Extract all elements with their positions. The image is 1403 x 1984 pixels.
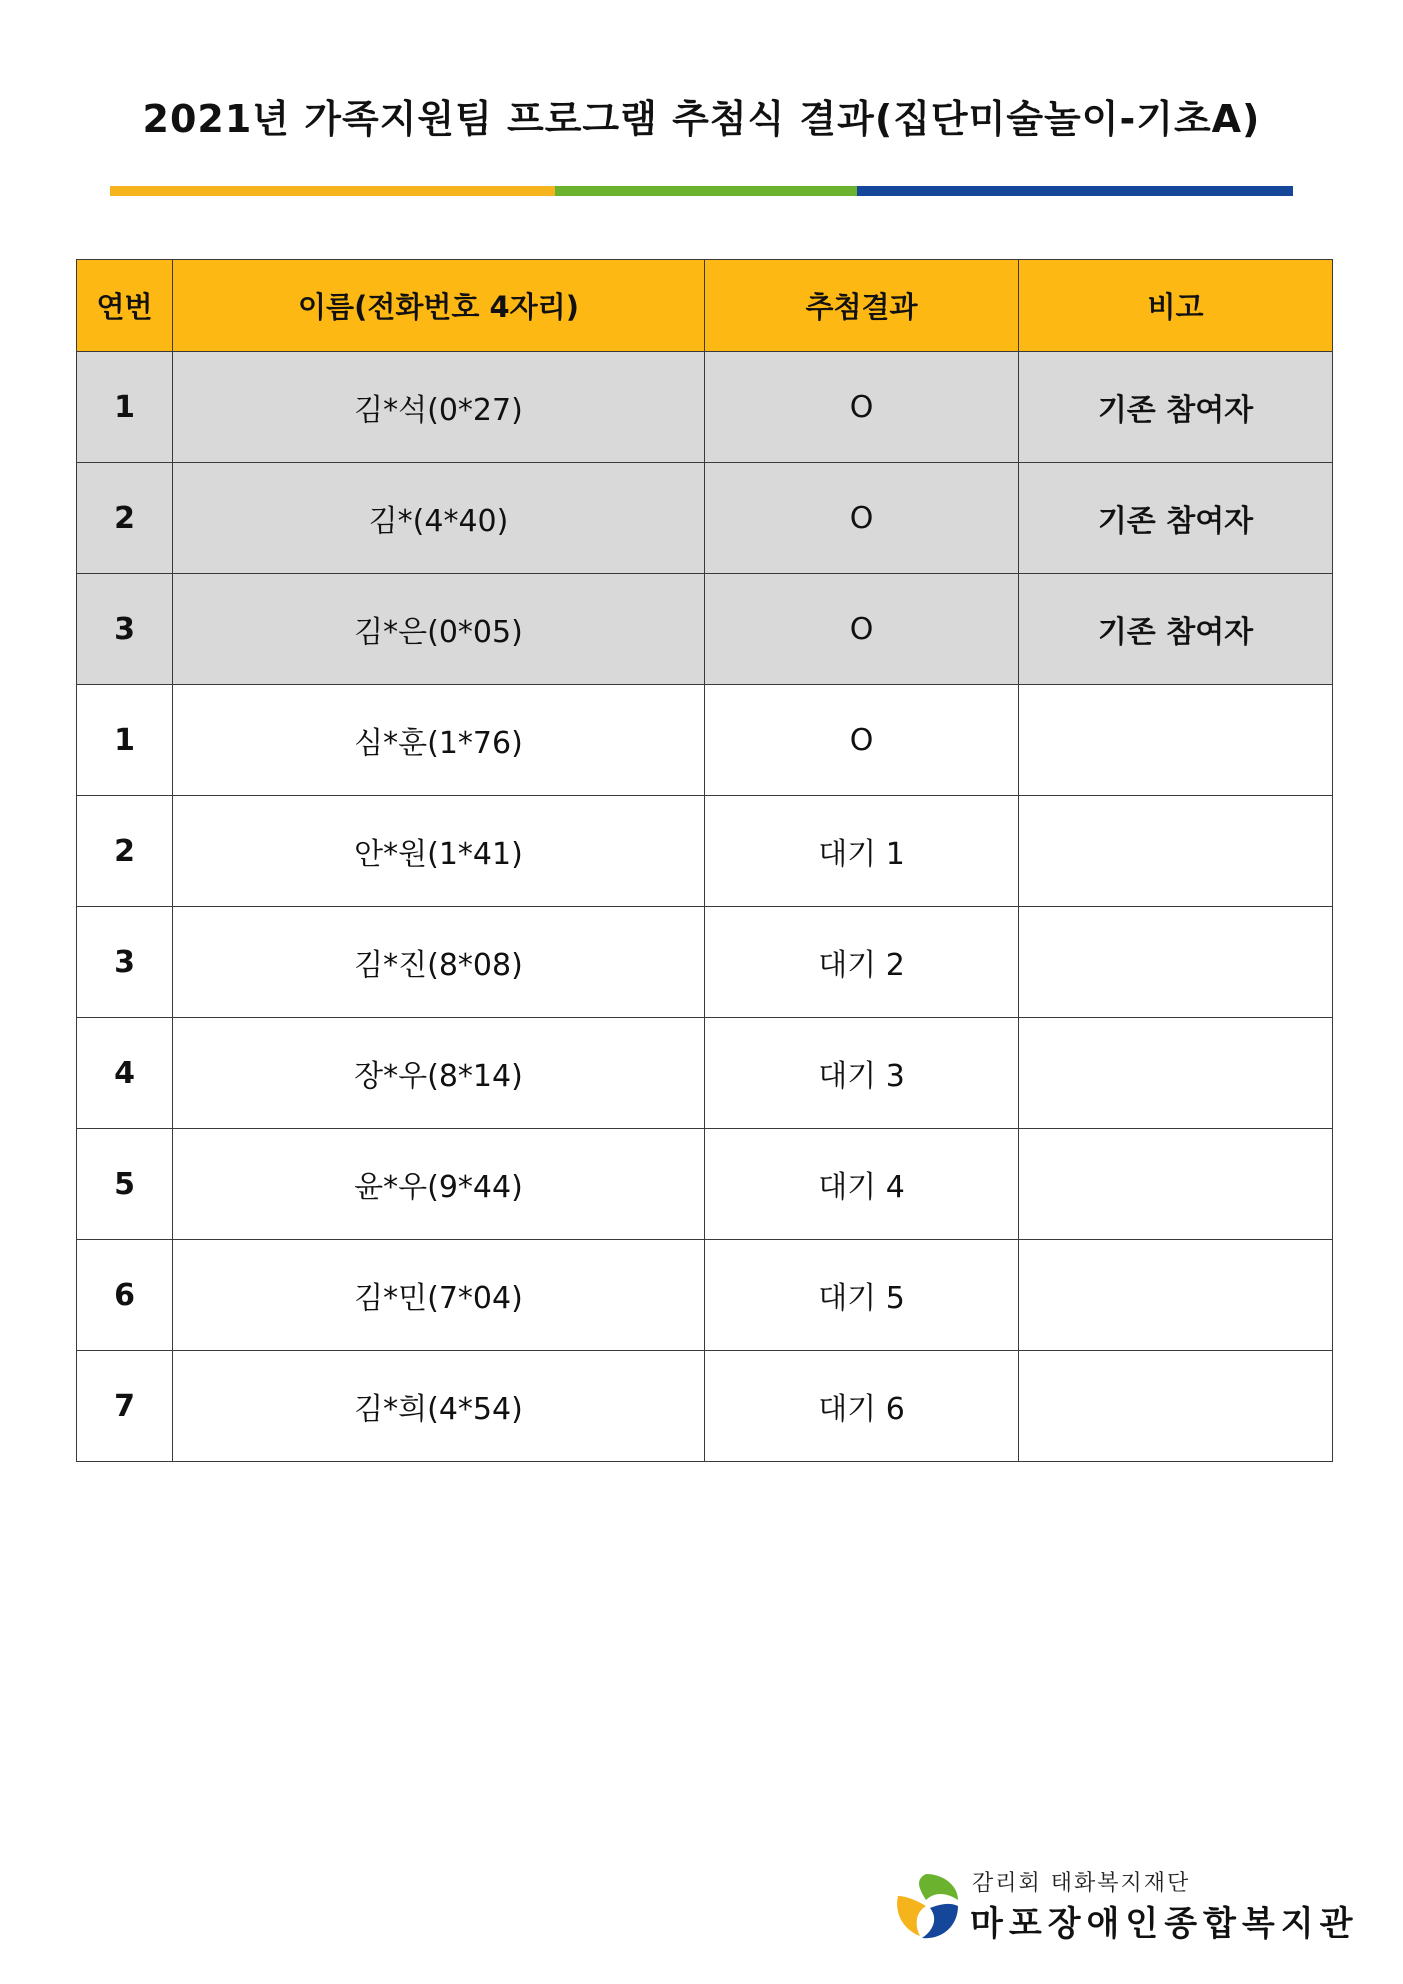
- table-row: [77, 907, 1333, 1018]
- table-row: [77, 685, 1333, 796]
- table-row: [77, 796, 1333, 907]
- foundation-swirl-logo-icon: [886, 1866, 966, 1946]
- cell-seq: 3: [77, 907, 173, 1018]
- table-row: [77, 574, 1333, 685]
- cell-note: 기존 참여자: [1019, 352, 1333, 463]
- table-row: [77, 1351, 1333, 1462]
- cell-result: O: [705, 463, 1019, 574]
- title-rule-blue: [857, 186, 1293, 196]
- cell-note: [1019, 1351, 1333, 1462]
- cell-name: 심*훈(1*76): [173, 685, 705, 796]
- cell-result: 대기 5: [705, 1240, 1019, 1351]
- cell-seq: 1: [77, 352, 173, 463]
- cell-seq: 4: [77, 1018, 173, 1129]
- lottery-results-table: [76, 259, 1333, 1462]
- cell-note: [1019, 907, 1333, 1018]
- cell-seq: 5: [77, 1129, 173, 1240]
- title-rule-yellow: [110, 186, 555, 196]
- cell-result: O: [705, 574, 1019, 685]
- cell-result: 대기 3: [705, 1018, 1019, 1129]
- cell-note: [1019, 685, 1333, 796]
- cell-note: [1019, 1129, 1333, 1240]
- cell-name: 윤*우(9*44): [173, 1129, 705, 1240]
- cell-note: 기존 참여자: [1019, 463, 1333, 574]
- cell-result: 대기 6: [705, 1351, 1019, 1462]
- cell-note: [1019, 796, 1333, 907]
- table-row: [77, 352, 1333, 463]
- cell-result: 대기 2: [705, 907, 1019, 1018]
- cell-name: 김*(4*40): [173, 463, 705, 574]
- table-row: [77, 1240, 1333, 1351]
- cell-result: 대기 1: [705, 796, 1019, 907]
- cell-name: 김*석(0*27): [173, 352, 705, 463]
- title-rule-green: [555, 186, 857, 196]
- cell-seq: 2: [77, 463, 173, 574]
- cell-name: 장*우(8*14): [173, 1018, 705, 1129]
- cell-note: [1019, 1018, 1333, 1129]
- page-title: 2021년 가족지원팀 프로그램 추첨식 결과(집단미술놀이-기초A): [142, 97, 1261, 141]
- org-subtitle: 감리회 태화복지재단: [972, 1871, 1191, 1896]
- table-row: [77, 463, 1333, 574]
- cell-name: 김*민(7*04): [173, 1240, 705, 1351]
- header-name: 이름(전화번호 4자리): [173, 260, 705, 352]
- cell-result: O: [705, 352, 1019, 463]
- header-seq: 연번: [77, 260, 173, 352]
- org-name: 마포장애인종합복지관: [970, 1904, 1359, 1944]
- header-note: 비고: [1019, 260, 1333, 352]
- cell-seq: 2: [77, 796, 173, 907]
- cell-result: 대기 4: [705, 1129, 1019, 1240]
- cell-seq: 3: [77, 574, 173, 685]
- cell-name: 안*원(1*41): [173, 796, 705, 907]
- cell-note: [1019, 1240, 1333, 1351]
- table-row: [77, 1018, 1333, 1129]
- cell-name: 김*진(8*08): [173, 907, 705, 1018]
- cell-seq: 7: [77, 1351, 173, 1462]
- cell-name: 김*은(0*05): [173, 574, 705, 685]
- cell-seq: 1: [77, 685, 173, 796]
- cell-name: 김*희(4*54): [173, 1351, 705, 1462]
- cell-note: 기존 참여자: [1019, 574, 1333, 685]
- cell-seq: 6: [77, 1240, 173, 1351]
- header-result: 추첨결과: [705, 260, 1019, 352]
- table-row: [77, 1129, 1333, 1240]
- cell-result: O: [705, 685, 1019, 796]
- table-header-row: [77, 260, 1333, 352]
